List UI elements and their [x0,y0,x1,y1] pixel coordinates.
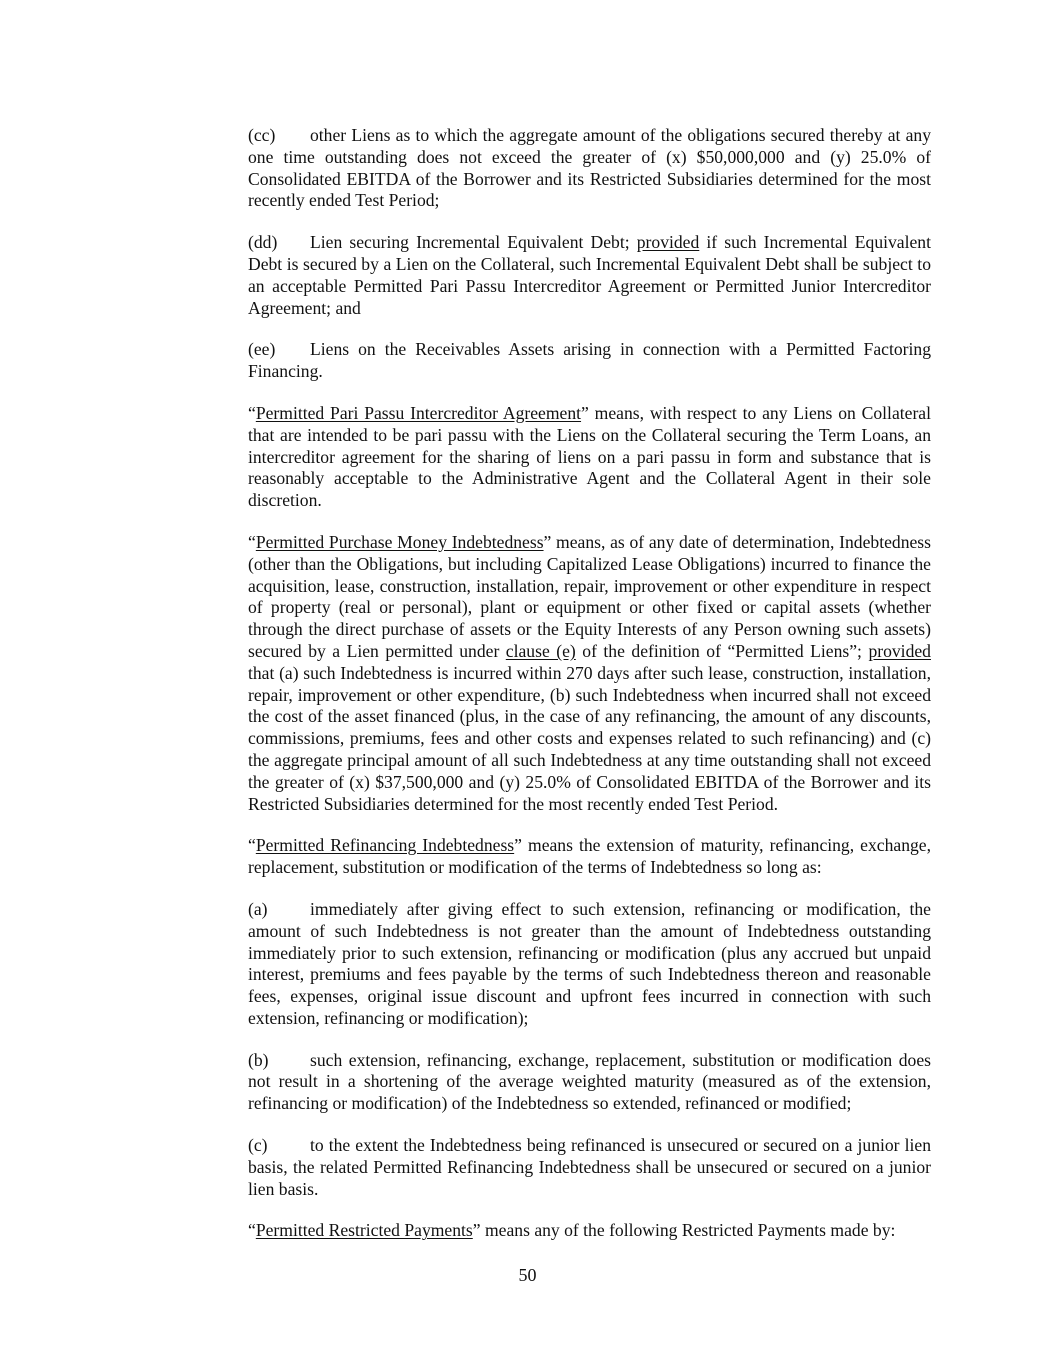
open-quote: “ [248,835,256,856]
clause-label-cc: (cc) [248,125,276,145]
clause-text-dd-2: if such Incremental Equivalent Debt is secured by a Lien on the Collateral, such Incremental Equivalent Debt shall be subject to an acceptable Permitted Pari Passu Intercreditor Agreement or Permitted Junior Intercreditor Agreement; and [248,232,931,318]
clause-text-a: immediately after giving effect to such extension, refinancing or modification, the amount of such Indebtedness is not greater than the amount of Indebtedness outstanding immediately prior to such extension, refinancing or modification (plus any accrued but unpaid interest, premiums and fees payable by the terms of such Indebtedness thereon and reasonable fees, expenses, original issue discount and upfront fees incurred in connection with such extension, refinancing or modification); [248,898,931,1028]
clause-label-a: (a) [248,898,268,919]
clause-a [124,899,931,1030]
definition-text-purchase-money-3: that (a) such Indebtedness is incurred within 270 days after such lease, construction, installation, repair, improvement or other expenditure, (b) such Indebtedness when incurred shall not exceed the cost of the asset financed (plus, in the case of any refinancing, the amount of any discounts, commissions, premiums, fees and other costs and expenses related to such refinancing) and (c) the aggregate principal amount of all such Indebtedness at any time outstanding shall not exceed the greater of (x) $37,500,000 and (y) 25.0% of Consolidated EBITDA of the Borrower and its Restricted Subsidiaries determined for the most recently ended Test Period. [248,662,931,814]
clause-label-c: (c) [248,1135,268,1156]
page-number: 50 [518,1265,537,1285]
clause-label-dd: (dd) [248,232,278,253]
clause-c [124,1135,931,1200]
defined-term-pari-passu: Permitted Pari Passu Intercreditor Agreement [255,402,582,423]
definition-text-refinancing: ” means the extension of maturity, refinancing, exchange, replacement, substitution or modification of the terms of Indebtedness so long as: [248,835,931,878]
clause-text-ee: Liens on the Receivables Assets arising in connection with a Permitted Factoring Financing. [248,339,931,382]
clause-ee [124,339,931,383]
clause-cc [124,125,931,212]
definition-restricted-payments [124,1220,931,1242]
definition-text-pari-passu: ” means, with respect to any Liens on Collateral that are intended to be pari passu with the Liens on the Collateral securing the Term Loans, an intercreditor agreement for the sharing of liens on a pari passu in form and substance that is reasonably acceptable to the Administrative Agent and the Collateral Agent in their sole discretion. [248,402,932,511]
clause-text-b: such extension, refinancing, exchange, replacement, substitution or modification does not result in a shortening of the average weighted maturity (measured as of the extension, refinancing or modification) of the Indebtedness so extended, refinanced or modified; [248,1049,931,1114]
definition-text-purchase-money-2: of the definition of “Permitted Liens”; [575,640,869,661]
clause-label-b: (b) [248,1049,269,1070]
definition-refinancing [124,835,931,879]
definition-purchase-money [124,532,931,815]
clause-b [124,1050,931,1115]
open-quote: “ [248,402,256,423]
definition-pari-passu [124,403,931,512]
document-page [124,125,931,1242]
clause-dd [124,232,931,319]
definition-text-purchase-money-1: ” means, as of any date of determination, Indebtedness (other than the Obligations, but including Capitalized Lease Obligations) incurred to finance the acquisition, lease, construction, installation, repair, improvement or other expenditure in respect of property (real or personal), plant or equipment or other fixed or capital assets (whether through the direct purchase of assets or the Equity Interests of any Person owning such assets) secured by a Lien permitted under [248,531,931,661]
defined-term-restricted-payments: Permitted Restricted Payments [255,1220,473,1241]
defined-term-refinancing: Permitted Refinancing Indebtedness [255,835,515,856]
open-quote: “ [248,1220,256,1241]
definition-text-restricted-payments: ” means any of the following Restricted Payments made by: [472,1220,896,1241]
open-quote: “ [248,531,256,552]
provided-term: provided [636,232,700,253]
defined-term-purchase-money: Permitted Purchase Money Indebtedness [255,531,544,552]
clause-text-cc: other Liens as to which the aggregate amount of the obligations secured thereby at any one time outstanding does not exceed the greater of (x) $50,000,000 and (y) 25.0% of Consolidated EBITDA of the Borrower and its Restricted Subsidiaries determined for the most recently ended Test Period; [248,125,931,211]
clause-label-ee: (ee) [248,339,276,360]
clause-text-c: to the extent the Indebtedness being refinanced is unsecured or secured on a junior lien basis, the related Permitted Refinancing Indebtedness shall be unsecured or secured on a junior lien basis. [248,1135,931,1199]
clause-text-dd-1: Lien securing Incremental Equivalent Debt; [310,232,637,253]
clause-reference: clause (e) [505,640,576,661]
provided-term: provided [868,640,931,661]
